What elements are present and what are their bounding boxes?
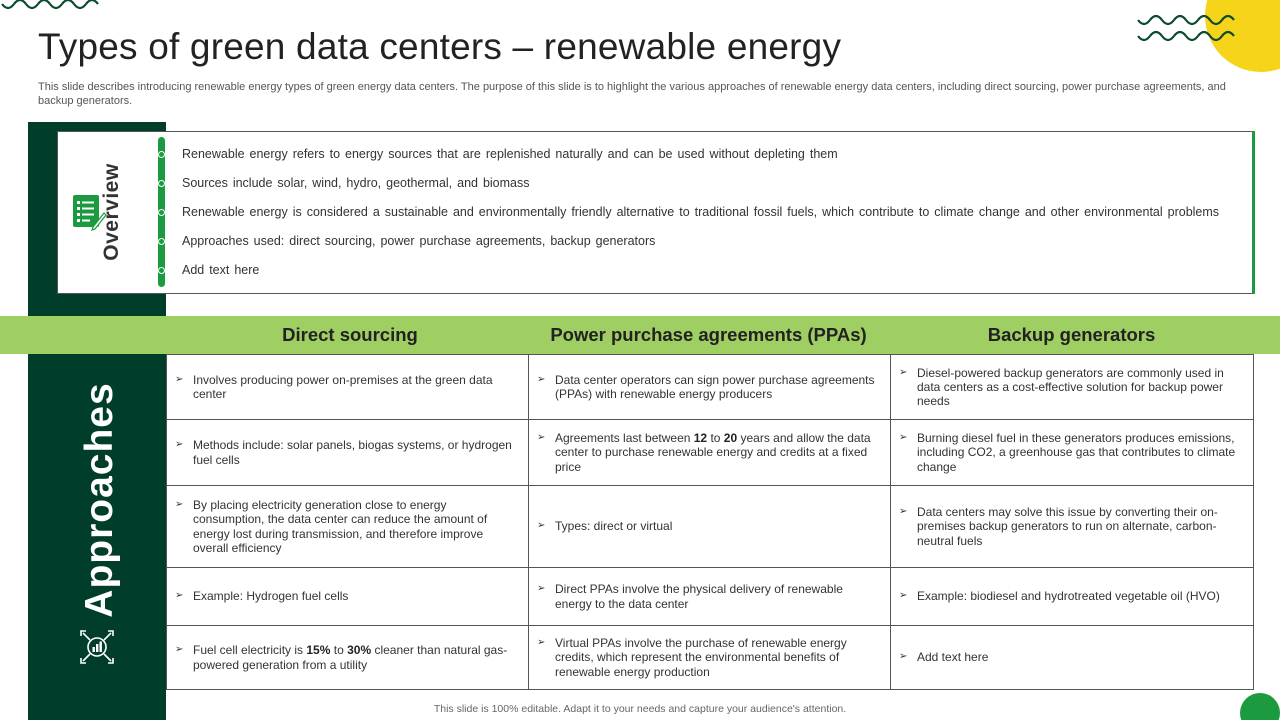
cell-text	[555, 519, 880, 533]
text-run: Example: biodiesel and hydrotreated vegetable oil (HVO)	[917, 589, 1220, 604]
cell-content	[175, 498, 518, 555]
text-run: Virtual PPAs involve the purchase of renewable energy credits, which represent the environmental benefits of renewable energy production	[555, 636, 847, 679]
approaches-label: Approaches	[78, 382, 121, 618]
cell-text	[555, 373, 880, 402]
column-header-ppas: Power purchase agreements (PPAs)	[550, 324, 867, 345]
overview-item: Renewable energy refers to energy sources that are replenished naturally and can be used without depleting them	[182, 147, 838, 161]
table-row	[167, 486, 1254, 568]
cell-text	[917, 431, 1243, 474]
table-cell	[167, 568, 529, 626]
cell-text	[193, 643, 518, 672]
footer-note: This slide is 100% editable. Adapt it to your needs and capture your audience's attention.	[433, 703, 847, 715]
arrow-bullet-icon: ➢	[175, 373, 184, 385]
highlight-value: 12	[693, 431, 708, 446]
overview-item: Sources include solar, wind, hydro, geothermal, and biomass	[182, 176, 530, 190]
cell-content	[175, 589, 518, 603]
text-run: cleaner than natural gas-powered generation from a utility	[193, 643, 508, 672]
cell-content	[537, 636, 880, 679]
arrow-bullet-icon: ➢	[537, 432, 546, 444]
arrow-bullet-icon: ➢	[537, 373, 546, 385]
table-cell	[891, 626, 1254, 690]
arrow-bullet-icon: ➢	[537, 520, 546, 532]
table-cell	[529, 355, 891, 420]
table-row	[167, 568, 1254, 626]
cell-content	[899, 431, 1243, 474]
cell-text	[555, 636, 880, 679]
cell-content	[537, 431, 880, 474]
arrow-bullet-icon: ➢	[175, 439, 184, 451]
table-cell	[167, 486, 529, 568]
arrow-bullet-icon: ➢	[899, 506, 908, 518]
text-run: Burning diesel fuel in these generators produces emissions, including CO2, a greenhouse gas that contributes to climate change	[917, 431, 1236, 474]
cell-text	[917, 589, 1243, 603]
bullet-dot	[158, 238, 165, 245]
table-cell	[167, 626, 529, 690]
arrow-bullet-icon: ➢	[899, 590, 908, 602]
column-header-direct-sourcing: Direct sourcing	[282, 324, 418, 345]
text-run: to	[707, 431, 724, 446]
arrow-bullet-icon: ➢	[537, 583, 546, 595]
cell-content	[899, 505, 1243, 548]
table-row	[167, 355, 1254, 420]
text-run: Data centers may solve this issue by converting their on-premises backup generators to run on alternate, carbon-neutral fuels	[917, 505, 1218, 548]
arrow-bullet-icon: ➢	[899, 651, 908, 663]
highlight-value: 30%	[347, 643, 372, 658]
table-cell	[529, 420, 891, 486]
table-row	[167, 626, 1254, 690]
text-run: Involves producing power on-premises at the green data center	[193, 372, 493, 401]
text-run: Agreements last between	[555, 431, 694, 446]
table-cell	[891, 420, 1254, 486]
overview-item: Renewable energy is considered a sustainable and environmentally friendly alternative to traditional fossil fuels, which contribute to climate change and other environmental problems	[182, 205, 1220, 219]
cell-content	[899, 589, 1243, 603]
page-subtitle: This slide describes introducing renewable energy types of green energy data centers. The purpose of this slide is to highlight the various approaches of renewable energy data centers, including direct sourcing, power purchase agreements, and backup generators.	[38, 81, 1226, 107]
cell-text	[555, 431, 880, 474]
cell-content	[899, 650, 1243, 664]
cell-text	[193, 498, 518, 555]
table-cell	[891, 355, 1254, 420]
cell-content	[899, 366, 1243, 409]
page-title: Types of green data centers – renewable energy	[38, 26, 842, 67]
cell-text	[193, 373, 518, 402]
arrow-bullet-icon: ➢	[175, 644, 184, 656]
bullet-dot	[158, 267, 165, 274]
table-cell	[891, 568, 1254, 626]
overview-accent-bar	[1252, 131, 1255, 294]
text-run: Direct PPAs involve the physical delivery of renewable energy to the data center	[555, 582, 843, 611]
approaches-table	[166, 354, 1254, 690]
cell-content	[537, 519, 880, 533]
table-cell	[529, 486, 891, 568]
cell-content	[175, 438, 518, 467]
cell-content	[175, 373, 518, 402]
cell-text	[193, 438, 518, 467]
table-cell	[891, 486, 1254, 568]
cell-content	[175, 643, 518, 672]
bullet-dot	[158, 180, 165, 187]
text-run: years and allow the data center to purchase renewable energy and credits at a fixed price	[555, 431, 871, 474]
text-run: Example: Hydrogen fuel cells	[193, 589, 349, 604]
text-run: Types: direct or virtual	[555, 519, 673, 534]
text-run: Diesel-powered backup generators are commonly used in data centers as a cost-effective solution for backup power needs	[917, 365, 1224, 409]
column-header-backup-generators: Backup generators	[987, 324, 1156, 345]
arrow-bullet-icon: ➢	[537, 637, 546, 649]
cell-text	[917, 366, 1243, 409]
renewable-chart-icon	[78, 628, 116, 666]
cell-text	[917, 650, 1243, 664]
cell-content	[537, 582, 880, 611]
cell-content	[537, 373, 880, 402]
text-run: Data center operators can sign power purchase agreements (PPAs) with renewable energy producers	[555, 372, 875, 401]
cell-text	[555, 582, 880, 611]
table-cell	[167, 355, 529, 420]
wave-decoration-top-right	[1136, 14, 1236, 46]
table-cell	[167, 420, 529, 486]
text-run: Methods include: solar panels, biogas systems, or hydrogen fuel cells	[193, 438, 512, 467]
arrow-bullet-icon: ➢	[899, 366, 908, 378]
highlight-value: 15%	[306, 643, 331, 658]
arrow-bullet-icon: ➢	[175, 498, 184, 510]
overview-item: Approaches used: direct sourcing, power purchase agreements, backup generators	[182, 234, 656, 248]
cell-text	[193, 589, 518, 603]
text-run: By placing electricity generation close to energy consumption, the data center can reduce the amount of energy lost during transmission, and therefore improve overall efficiency	[193, 497, 488, 555]
text-run: Fuel cell electricity is	[193, 643, 307, 658]
arrow-bullet-icon: ➢	[899, 432, 908, 444]
highlight-value: 20	[723, 431, 738, 446]
arrow-bullet-icon: ➢	[175, 590, 184, 602]
text-run: Add text here	[917, 650, 989, 665]
overview-label: Overview	[100, 163, 123, 261]
wave-decoration-top-left	[0, 0, 100, 14]
cell-text	[917, 505, 1243, 548]
text-run: to	[330, 643, 348, 658]
table-row	[167, 420, 1254, 486]
table-cell	[529, 626, 891, 690]
bullet-dot	[158, 151, 165, 158]
bullet-dot	[158, 209, 165, 216]
table-cell	[529, 568, 891, 626]
overview-item: Add text here	[182, 263, 260, 277]
